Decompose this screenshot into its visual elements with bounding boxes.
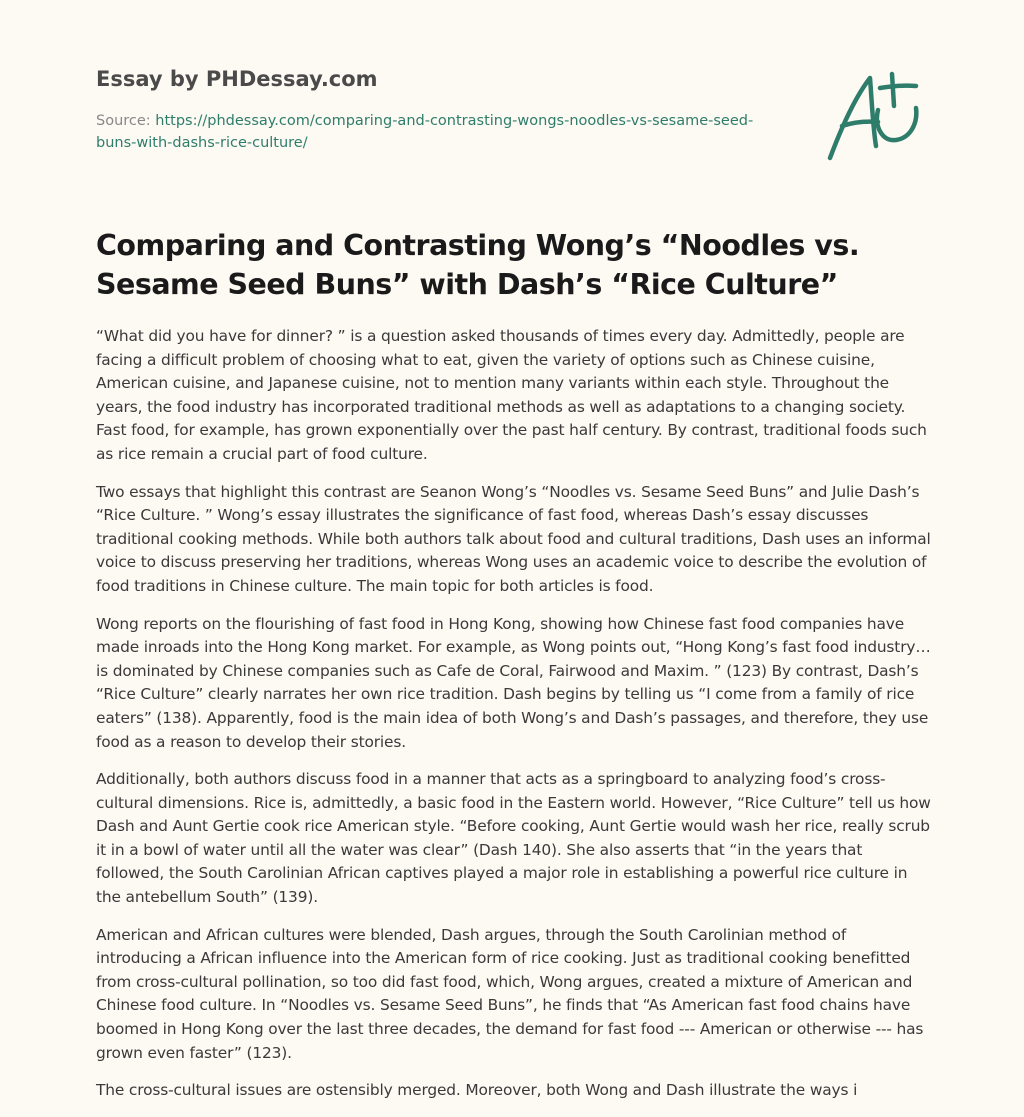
paragraph: The cross-cultural issues are ostensibly merged. Moreover, both Wong and Dash illustrate the ways i [96, 1081, 858, 1100]
essay-body [96, 325, 932, 1117]
a-plus-icon [820, 66, 930, 166]
paragraph: “What did you have for dinner? ” is a question asked thousands of times every day. Admittedly, people are facing a difficult problem of choosing what to eat, given the variety of options such as Chinese cuisine, American cuisine, and Japanese cuisine, not to mention many variants within each style. Throughout the years, the food industry has incorporated traditional methods as well as adaptations to a changing society. Fast food, for example, has grown exponentially over the past half century. By contrast, traditional foods such as rice remain a crucial part of food culture. [96, 327, 927, 463]
paragraph: American and African cultures were blended, Dash argues, through the South Carolinian method of introducing a African influence into the American form of rice cooking. Just as traditional cooking benefitted from cross-cultural pollination, so too did fast food, which, Wong argues, created a mixture of American and Chinese food culture. In “Noodles vs. Sesame Seed Buns”, he finds that “As American fast food chains have boomed in Hong Kong over the last three decades, the demand for fast food --- American or otherwise --- has grown even faster” (123). [96, 925, 924, 1062]
source-line [96, 110, 756, 154]
page-header [96, 64, 776, 154]
paragraph: Two essays that highlight this contrast are Seanon Wong’s “Noodles vs. Sesame Seed Buns” and Julie Dash’s “Rice Culture. ” Wong’s essay illustrates the significance of fast food, whereas Dash’s essay discusses traditional cooking methods. While both authors talk about food and cultural traditions, Dash uses an informal voice to discuss preserving her traditions, whereas Wong uses an academic voice to describe the evolution of food traditions in Chinese culture. The main topic for both articles is food. [96, 482, 931, 595]
essay-title: Comparing and Contrasting Wong’s “Noodles vs. Sesame Seed Buns” with Dash’s “Rice Culture” [96, 229, 860, 301]
site-brand: Essay by PHDessay.com [96, 67, 378, 91]
paragraph: Additionally, both authors discuss food in a manner that acts as a springboard to analyzing food’s cross-cultural dimensions. Rice is, admittedly, a basic food in the Eastern world. However, “Rice Culture” tell us how Dash and Aunt Gertie cook rice American style. “Before cooking, Aunt Gertie would wash her rice, really scrub it in a bowl of water until all the water was clear” (Dash 140). She also asserts that “in the years that followed, the South Carolinian African captives played a major role in establishing a powerful rice culture in the antebellum South” (139). [96, 770, 931, 907]
source-label: Source: [96, 113, 151, 129]
paragraph: Wong reports on the flourishing of fast food in Hong Kong, showing how Chinese fast food companies have made inroads into the Hong Kong market. For example, as Wong points out, “Hong Kong’s fast food industry… is dominated by Chinese companies such as Cafe de Coral, Fairwood and Maxim. ” (123) By contrast, Dash’s “Rice Culture” clearly narrates her own rice tradition. Dash begins by telling us “I come from a family of rice eaters” (138). Apparently, food is the main idea of both Wong’s and Dash’s passages, and therefore, they use food as a reason to develop their stories. [96, 614, 931, 751]
source-link[interactable]: https://phdessay.com/comparing-and-contrasting-wongs-noodles-vs-sesame-seed-buns-with-dashs-rice-culture/ [96, 113, 754, 151]
